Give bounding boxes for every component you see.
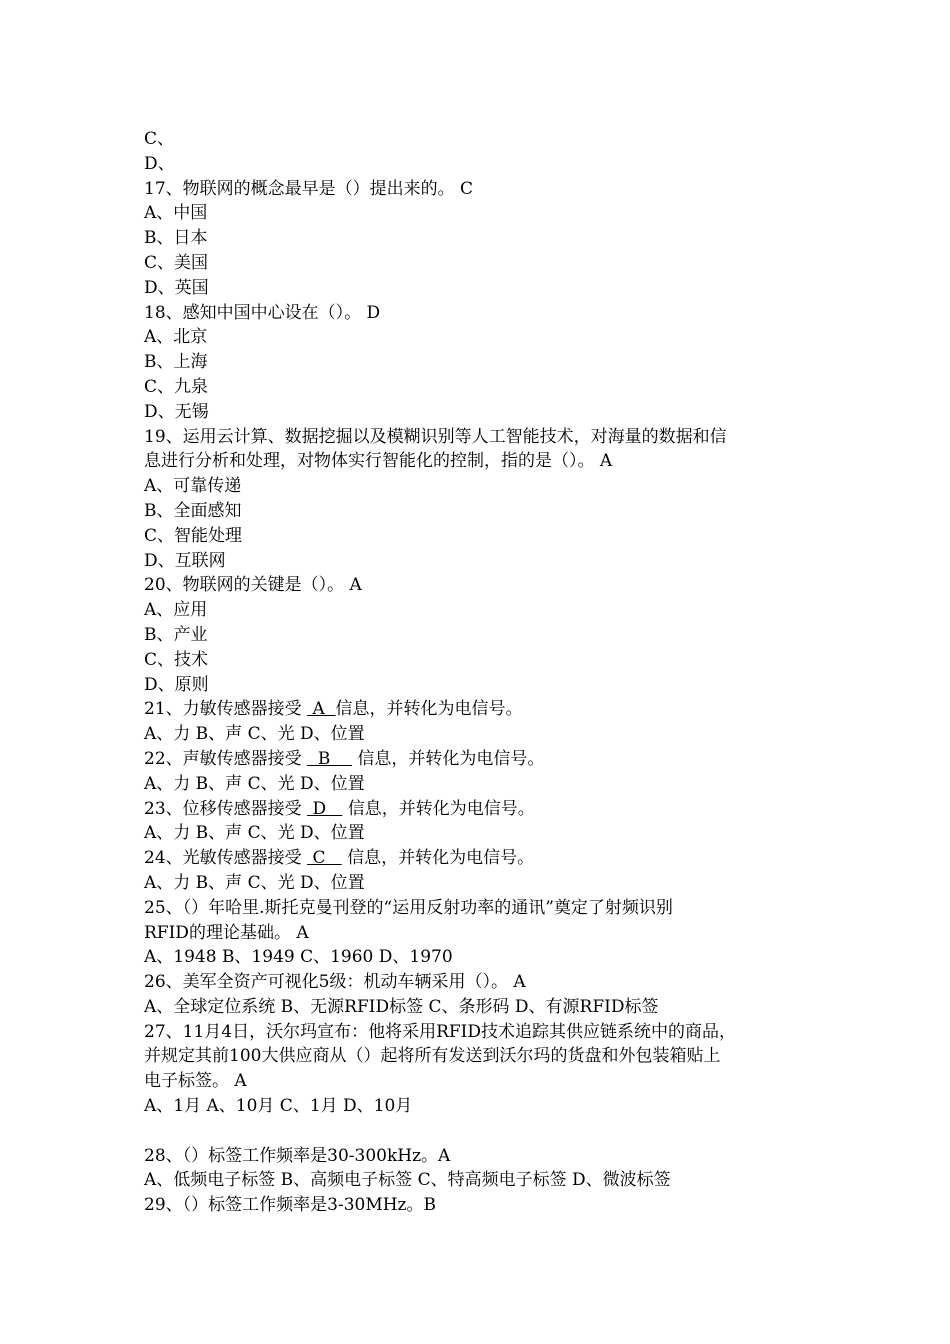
option-line: A、应用	[144, 600, 208, 621]
question-text: 21、力敏传感器接受	[144, 699, 308, 720]
document-content	[144, 127, 824, 1218]
question-29: 29、（）标签工作频率是3-30MHz。B	[144, 1195, 437, 1216]
question-28: 28、（）标签工作频率是30-300kHz。A	[144, 1145, 451, 1166]
question-23	[144, 797, 824, 822]
question-27-continued: 并规定其前100大供应商从（）起将所有发送到沃尔玛的货盘和外包装箱贴上	[144, 1046, 721, 1067]
question-text: 22、声敏传感器接受	[144, 748, 308, 769]
question-19: 19、运用云计算、数据挖掘以及模糊识别等人工智能技术，对海量的数据和信	[144, 426, 727, 447]
answer-blank: B	[307, 748, 352, 769]
option-line: A、低频电子标签 B、高频电子标签 C、特高频电子标签 D、微波标签	[144, 1170, 671, 1191]
option-line: A、力 B、声 C、光 D、位置	[144, 872, 365, 893]
option-line: D、无锡	[144, 401, 209, 422]
option-line: B、产业	[144, 624, 208, 645]
question-27: 27、11月4日，沃尔玛宣布：他将采用RFID技术追踪其供应链系统中的商品，	[144, 1021, 737, 1042]
question-text: 23、位移传感器接受	[144, 798, 308, 819]
option-line: A、1948 B、1949 C、1960 D、1970	[144, 947, 453, 968]
question-24	[144, 846, 824, 871]
question-text: 信息，并转化为电信号。	[342, 798, 535, 819]
question-27-continued: 电子标签。 A	[144, 1071, 247, 1092]
option-line: B、全面感知	[144, 500, 242, 521]
option-line: D、英国	[144, 277, 209, 298]
text-line: D、	[144, 153, 175, 174]
option-line: A、中国	[144, 203, 208, 224]
option-line: A、力 B、声 C、光 D、位置	[144, 724, 365, 745]
option-line: C、九泉	[144, 376, 209, 397]
answer-blank: D	[307, 798, 343, 819]
option-line: A、全球定位系统 B、无源RFID标签 C、条形码 D、有源RFID标签	[144, 996, 659, 1017]
option-line: A、力 B、声 C、光 D、位置	[144, 773, 365, 794]
question-17: 17、物联网的概念最早是（）提出来的。 C	[144, 178, 474, 199]
option-line: C、技术	[144, 649, 209, 670]
question-18: 18、感知中国中心设在（）。 D	[144, 302, 381, 323]
option-line: C、智能处理	[144, 525, 243, 546]
answer-blank: A	[307, 699, 336, 720]
option-line: C、美国	[144, 252, 209, 273]
option-line: D、原则	[144, 674, 209, 695]
question-text: 信息，并转化为电信号。	[351, 748, 545, 769]
question-text: 信息，并转化为电信号。	[341, 848, 535, 869]
question-20: 20、物联网的关键是（）。 A	[144, 575, 362, 596]
option-line: A、1月 A、10月 C、1月 D、10月	[144, 1096, 413, 1117]
answer-blank: C	[307, 848, 342, 869]
question-26: 26、美军全资产可视化5级：机动车辆采用（）。 A	[144, 972, 526, 993]
option-line: A、北京	[144, 327, 208, 348]
option-line: A、可靠传递	[144, 476, 242, 497]
blank-line	[144, 1119, 824, 1144]
question-text: 信息，并转化为电信号。	[335, 699, 523, 720]
option-line: B、上海	[144, 352, 208, 373]
option-line: A、力 B、声 C、光 D、位置	[144, 823, 365, 844]
question-25: 25、（）年哈里.斯托克曼刊登的“运用反射功率的通讯”奠定了射频识别	[144, 897, 673, 918]
option-line: D、互联网	[144, 550, 226, 571]
option-line: B、日本	[144, 228, 208, 249]
question-21	[144, 697, 824, 722]
question-22	[144, 747, 824, 772]
text-line: C、	[144, 129, 175, 149]
question-19-continued: 息进行分析和处理，对物体实行智能化的控制，指的是（）。 A	[144, 451, 613, 472]
question-text: 24、光敏传感器接受	[144, 848, 308, 869]
question-25-continued: RFID的理论基础。 A	[144, 922, 309, 943]
